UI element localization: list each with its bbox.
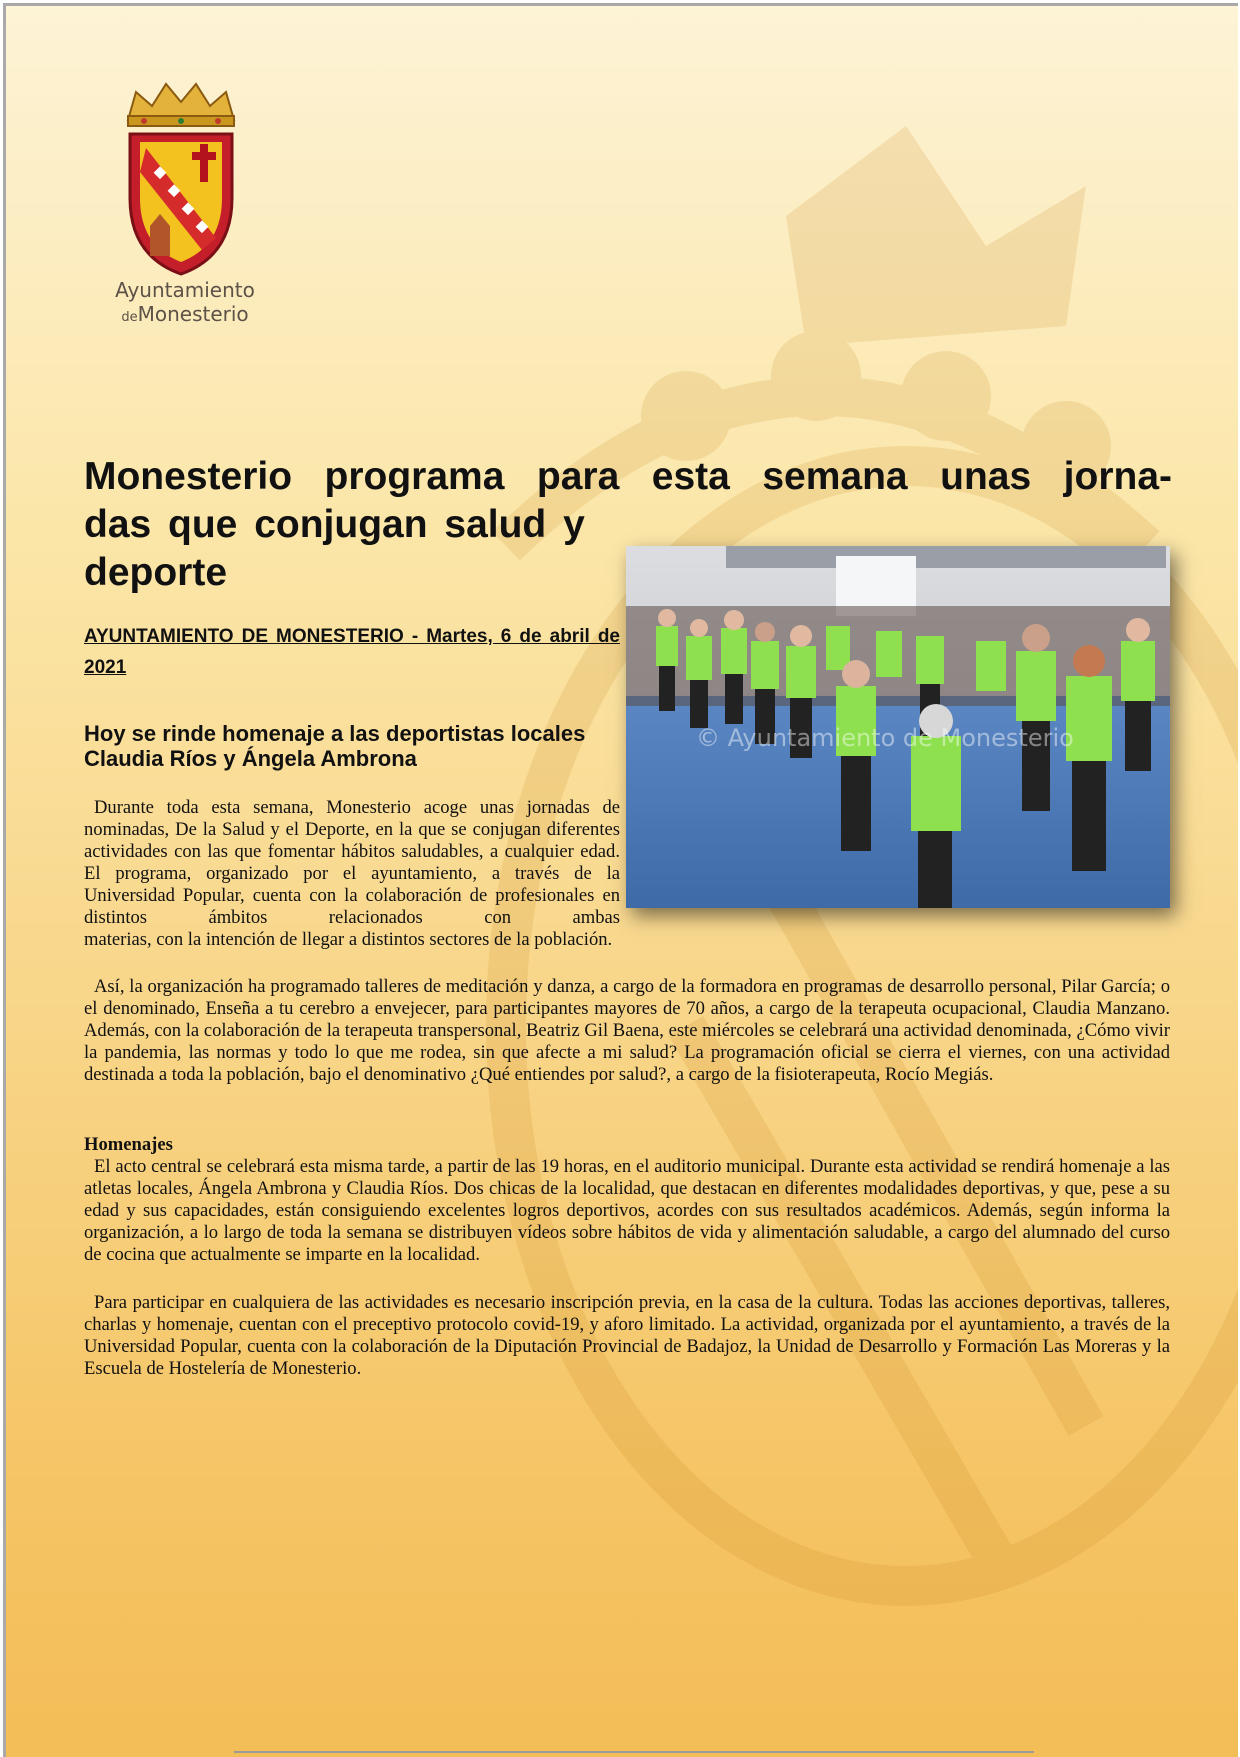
paragraph-4: Para participar en cualquiera de las actividades es necesario inscripción previa, en la casa de la cultura. Todas las acciones deportivas, talleres, charlas y homenaje, cuentan con el preceptivo protocolo covid-19, y aforo limitado. La actividad, organizada por el ayuntamiento, a través de la Universidad Popular, cuenta con la colaboración de la Diputación Provincial de Badajoz, la Unidad de Desarrollo y Formación Las Moreras y la Escuela de Hostelería de Monesterio.: [84, 1292, 1170, 1379]
headline-line-1: Monesterio programa para esta semana unas jorna-: [84, 455, 1172, 498]
section-title-homenajes: Homenajes: [84, 1134, 173, 1155]
footer-divider: [234, 1751, 1034, 1753]
headline-line-3: deporte: [84, 551, 228, 594]
paragraph-2: Así, la organización ha programado talleres de meditación y danza, a cargo de la formadora en programas de desarrollo personal, Pilar García; o el denominado, Enseña a tu cerebro a envejecer, para participantes mayores de 70 años, a cargo de la terapeuta ocupacional, Claudia Manzano. Además, con la colaboración de la terapeuta transpersonal, Beatriz Gil Baena, este miércoles se celebrará una actividad denominada, ¿Cómo vivir la pandemia, las normas y todo lo que me rodea, sin que afecte a mi salud? La programación oficial se cierra el viernes, con una actividad destinada a toda la población, bajo el denominativo ¿Qué entiendes por salud?, a cargo de la fisioterapeuta, Rocío Megiás.: [84, 976, 1170, 1085]
article-photo: [626, 546, 1170, 908]
logo-text-line1: Ayuntamiento: [115, 278, 255, 302]
document-page: [3, 3, 1238, 1757]
paragraph-1: Durante toda esta semana, Monesterio acoge unas jornadas de nominadas, De la Salud y el Deporte, en la que se conjugan diferentes actividades con las que fomentar hábitos saludables, a cualquier edad. El programa, organizado por el ayuntamiento, a través de la Universidad Popular, cuenta con la colaboración de profesionales en distintos ámbitos relacionados con ambas: [84, 797, 620, 928]
group-exercise-photo: [626, 546, 1170, 908]
paragraph-1-last-line: materias, con la intención de llegar a distintos sectores de la población.: [84, 929, 613, 950]
coat-of-arms-icon: [116, 78, 246, 278]
photo-copyright-watermark: © Ayuntamiento de Monesterio: [696, 724, 1074, 752]
article-byline: AYUNTAMIENTO DE MONESTERIO - Martes, 6 de abril de 2021: [84, 626, 620, 678]
headline-line-2: das que conjugan salud y: [84, 503, 585, 546]
logo-text-prefix: de: [121, 310, 138, 325]
paragraph-3: El acto central se celebrará esta misma tarde, a partir de las 19 horas, en el auditorio municipal. Durante esta actividad se rendirá homenaje a las atletas locales, Ángela Ambrona y Claudia Ríos. Dos chicas de la localidad, que destacan en diferentes modalidades deportivas, y que, pese a su edad y sus capacidades, están consiguiendo excelentes logros deportivos, acordes con sus resultados académicos. Además, según informa la organización, a lo largo de toda la semana se distribuyen vídeos sobre hábitos de vida y alimentación saludable, a cargo del alumnado del curso de cocina que actualmente se imparte en la localidad.: [84, 1156, 1170, 1265]
logo-text-name: Monesterio: [137, 302, 249, 326]
logo-text-line2: [110, 302, 260, 330]
ayuntamiento-logo: [110, 78, 260, 328]
article-subheadline: Hoy se rinde homenaje a las deportistas locales Claudia Ríos y Ángela Ambrona: [84, 721, 586, 771]
